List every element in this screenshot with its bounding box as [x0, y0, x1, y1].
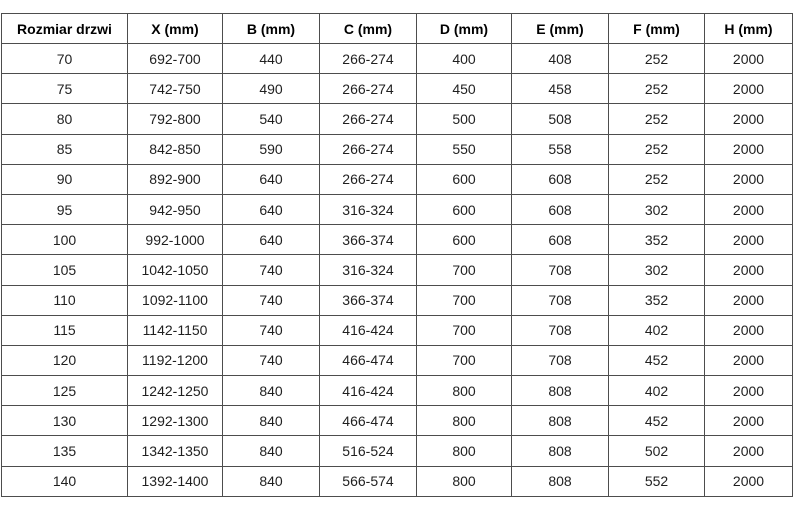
table-cell: 252	[609, 164, 705, 194]
table-cell: 2000	[705, 345, 793, 375]
table-cell: 808	[512, 406, 609, 436]
table-cell: 2000	[705, 194, 793, 224]
table-cell: 992-1000	[128, 225, 223, 255]
table-cell: 708	[512, 315, 609, 345]
table-cell: 408	[512, 44, 609, 74]
table-cell: 416-424	[320, 315, 417, 345]
table-cell: 2000	[705, 255, 793, 285]
table-cell: 2000	[705, 466, 793, 496]
table-cell: 2000	[705, 315, 793, 345]
table-cell: 800	[417, 376, 512, 406]
table-cell: 2000	[705, 134, 793, 164]
table-cell: 700	[417, 255, 512, 285]
table-row	[2, 134, 793, 164]
table-cell: 800	[417, 466, 512, 496]
table-row	[2, 436, 793, 466]
table-cell: 75	[2, 74, 128, 104]
table-cell: 800	[417, 436, 512, 466]
table-cell: 466-474	[320, 406, 417, 436]
table-cell: 590	[223, 134, 320, 164]
table-row	[2, 44, 793, 74]
column-header: B (mm)	[223, 14, 320, 44]
table-cell: 1392-1400	[128, 466, 223, 496]
column-header: F (mm)	[609, 14, 705, 44]
table-cell: 2000	[705, 406, 793, 436]
column-header: D (mm)	[417, 14, 512, 44]
table-cell: 640	[223, 194, 320, 224]
table-row	[2, 74, 793, 104]
table-cell: 608	[512, 225, 609, 255]
table-cell: 502	[609, 436, 705, 466]
table-cell: 508	[512, 104, 609, 134]
table-cell: 80	[2, 104, 128, 134]
table-row	[2, 164, 793, 194]
table-cell: 808	[512, 436, 609, 466]
table-row	[2, 466, 793, 496]
table-cell: 120	[2, 345, 128, 375]
table-cell: 800	[417, 406, 512, 436]
table-cell: 2000	[705, 74, 793, 104]
table-cell: 302	[609, 194, 705, 224]
table-cell: 1242-1250	[128, 376, 223, 406]
table-cell: 1192-1200	[128, 345, 223, 375]
size-table-container	[1, 13, 793, 497]
table-cell: 700	[417, 345, 512, 375]
table-cell: 566-574	[320, 466, 417, 496]
table-cell: 740	[223, 315, 320, 345]
table-row	[2, 225, 793, 255]
table-cell: 400	[417, 44, 512, 74]
table-header	[2, 14, 793, 44]
table-cell: 440	[223, 44, 320, 74]
table-cell: 252	[609, 104, 705, 134]
table-cell: 792-800	[128, 104, 223, 134]
table-cell: 842-850	[128, 134, 223, 164]
table-cell: 2000	[705, 225, 793, 255]
table-cell: 840	[223, 376, 320, 406]
table-cell: 740	[223, 255, 320, 285]
table-cell: 115	[2, 315, 128, 345]
table-cell: 1342-1350	[128, 436, 223, 466]
table-cell: 452	[609, 345, 705, 375]
table-cell: 692-700	[128, 44, 223, 74]
table-cell: 552	[609, 466, 705, 496]
table-row	[2, 315, 793, 345]
table-cell: 540	[223, 104, 320, 134]
table-cell: 490	[223, 74, 320, 104]
table-cell: 1092-1100	[128, 285, 223, 315]
table-cell: 90	[2, 164, 128, 194]
table-cell: 125	[2, 376, 128, 406]
table-cell: 366-374	[320, 225, 417, 255]
table-cell: 742-750	[128, 74, 223, 104]
column-header: E (mm)	[512, 14, 609, 44]
column-header: Rozmiar drzwi	[2, 14, 128, 44]
table-row	[2, 345, 793, 375]
table-cell: 840	[223, 436, 320, 466]
table-cell: 135	[2, 436, 128, 466]
table-cell: 352	[609, 285, 705, 315]
table-cell: 558	[512, 134, 609, 164]
table-cell: 600	[417, 164, 512, 194]
table-cell: 266-274	[320, 134, 417, 164]
table-cell: 402	[609, 376, 705, 406]
table-cell: 640	[223, 225, 320, 255]
table-cell: 85	[2, 134, 128, 164]
table-cell: 450	[417, 74, 512, 104]
column-header: X (mm)	[128, 14, 223, 44]
table-cell: 708	[512, 345, 609, 375]
table-cell: 2000	[705, 376, 793, 406]
table-cell: 100	[2, 225, 128, 255]
table-cell: 140	[2, 466, 128, 496]
table-cell: 840	[223, 406, 320, 436]
table-cell: 302	[609, 255, 705, 285]
table-cell: 600	[417, 225, 512, 255]
table-cell: 1292-1300	[128, 406, 223, 436]
table-cell: 416-424	[320, 376, 417, 406]
table-cell: 2000	[705, 164, 793, 194]
table-cell: 550	[417, 134, 512, 164]
table-row	[2, 376, 793, 406]
table-row	[2, 104, 793, 134]
table-row	[2, 285, 793, 315]
table-cell: 458	[512, 74, 609, 104]
table-cell: 266-274	[320, 164, 417, 194]
table-cell: 130	[2, 406, 128, 436]
table-cell: 316-324	[320, 255, 417, 285]
table-cell: 352	[609, 225, 705, 255]
table-cell: 500	[417, 104, 512, 134]
table-cell: 740	[223, 345, 320, 375]
table-cell: 466-474	[320, 345, 417, 375]
table-cell: 266-274	[320, 74, 417, 104]
table-row	[2, 255, 793, 285]
table-cell: 942-950	[128, 194, 223, 224]
table-cell: 700	[417, 315, 512, 345]
table-cell: 808	[512, 466, 609, 496]
table-cell: 252	[609, 134, 705, 164]
column-header: H (mm)	[705, 14, 793, 44]
table-cell: 708	[512, 285, 609, 315]
table-cell: 316-324	[320, 194, 417, 224]
table-cell: 252	[609, 44, 705, 74]
table-cell: 105	[2, 255, 128, 285]
column-header: C (mm)	[320, 14, 417, 44]
table-cell: 640	[223, 164, 320, 194]
table-cell: 740	[223, 285, 320, 315]
table-cell: 600	[417, 194, 512, 224]
table-cell: 608	[512, 194, 609, 224]
table-cell: 840	[223, 466, 320, 496]
table-row	[2, 406, 793, 436]
table-cell: 2000	[705, 104, 793, 134]
table-cell: 516-524	[320, 436, 417, 466]
table-row	[2, 194, 793, 224]
table-cell: 402	[609, 315, 705, 345]
table-cell: 110	[2, 285, 128, 315]
table-cell: 366-374	[320, 285, 417, 315]
table-cell: 266-274	[320, 44, 417, 74]
size-table	[1, 13, 793, 497]
table-cell: 2000	[705, 285, 793, 315]
table-cell: 2000	[705, 436, 793, 466]
table-cell: 892-900	[128, 164, 223, 194]
header-row	[2, 14, 793, 44]
table-cell: 608	[512, 164, 609, 194]
table-cell: 808	[512, 376, 609, 406]
table-cell: 95	[2, 194, 128, 224]
table-cell: 452	[609, 406, 705, 436]
table-body	[2, 44, 793, 497]
table-cell: 70	[2, 44, 128, 74]
table-cell: 2000	[705, 44, 793, 74]
table-cell: 708	[512, 255, 609, 285]
table-cell: 252	[609, 74, 705, 104]
table-cell: 700	[417, 285, 512, 315]
table-cell: 266-274	[320, 104, 417, 134]
table-cell: 1042-1050	[128, 255, 223, 285]
table-cell: 1142-1150	[128, 315, 223, 345]
